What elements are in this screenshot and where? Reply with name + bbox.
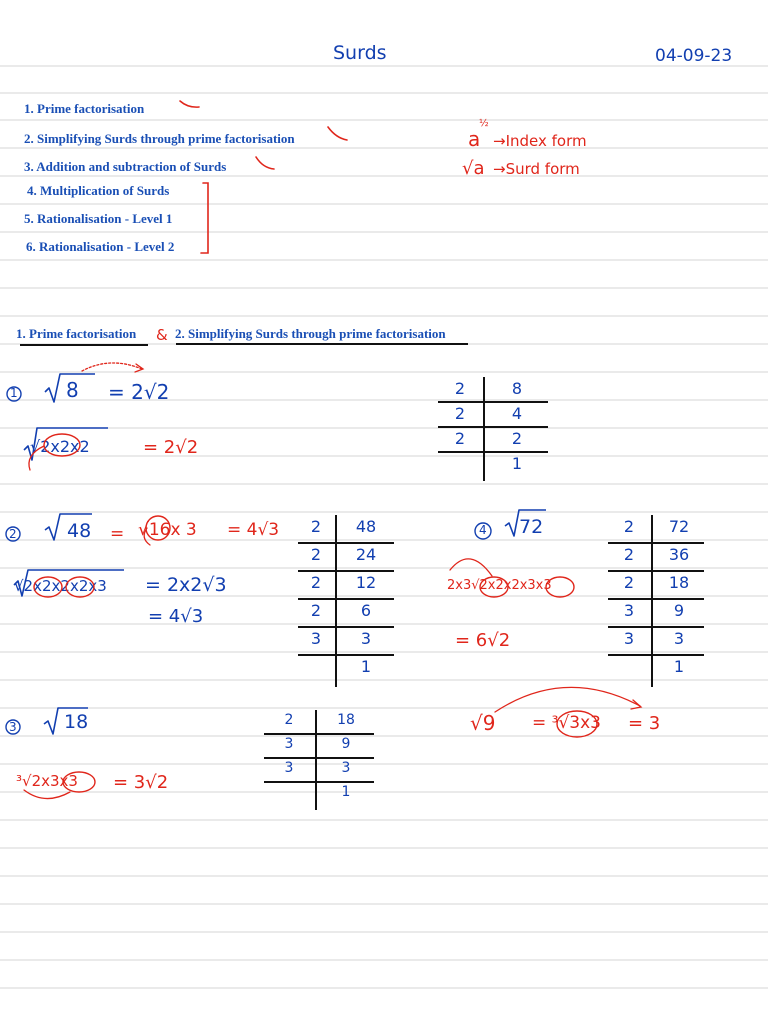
ex3-surd: 18: [64, 711, 89, 733]
ex2-divisor: 2: [310, 601, 322, 620]
page-date: 04-09-23: [655, 46, 733, 66]
ex2-divisor: 3: [310, 629, 322, 648]
ex2-surd: 48: [67, 520, 92, 542]
toc-item-6: 6. Rationalisation - Level 2: [26, 239, 175, 254]
ex3-result: = 3√2: [113, 772, 169, 793]
index-form-base: a: [468, 127, 481, 151]
ex1-number: 1: [10, 386, 18, 400]
ex3-divisor: 2: [284, 712, 294, 728]
ex1-quotient: 1: [511, 454, 523, 473]
ex3-divisor: 3: [284, 736, 294, 752]
ex3-divisor: 3: [284, 760, 294, 776]
ex1-divisor: 2: [454, 429, 466, 448]
ex1-quotient: 8: [511, 379, 523, 398]
extra-result: = 3: [628, 713, 661, 734]
ex4-surd: 72: [519, 516, 544, 538]
ex1-division-table: [436, 377, 550, 483]
ex1-quotient: 4: [511, 404, 523, 423]
ex4-divisor: 3: [623, 601, 635, 620]
ex3-quotient: 9: [341, 736, 351, 752]
ex2-equals-3: = 4√3: [227, 520, 280, 540]
ex1-quotient: 2: [511, 429, 523, 448]
ex2-divisor: 2: [310, 545, 322, 564]
ex2-factored: √2x2x2x2x3: [14, 577, 107, 595]
section-heading-amp: &: [156, 326, 168, 344]
ex2-quotient: 12: [355, 573, 377, 592]
ex4-quotient: 36: [668, 545, 690, 564]
surd-form-symbol: √a: [462, 158, 485, 179]
toc-item-2: 2. Simplifying Surds through prime factorisation: [24, 131, 295, 146]
toc-item-5: 5. Rationalisation - Level 1: [24, 211, 173, 226]
page-title: Surds: [333, 42, 387, 64]
ex4-quotient: 3: [673, 629, 685, 648]
ex4-quotient: 1: [673, 657, 685, 676]
ex2-number: 2: [9, 527, 17, 541]
ex4-quotient: 9: [673, 601, 685, 620]
ex1-divisor: 2: [454, 404, 466, 423]
index-form-exponent: ½: [479, 118, 489, 129]
ex3-number: 3: [9, 720, 17, 734]
ex2-quotient: 48: [355, 517, 377, 536]
toc-item-1: 1. Prime factorisation: [24, 101, 145, 116]
ex3-quotient: 18: [337, 712, 355, 728]
ex2-equals-2: √16x 3: [138, 520, 197, 540]
ex2-quotient: 6: [360, 601, 372, 620]
toc-item-3: 3. Addition and subtraction of Surds: [24, 159, 227, 174]
ex2-equals-1: =: [110, 524, 125, 544]
ex1-equals: = 2√2: [108, 380, 170, 404]
ex3-quotient: 3: [341, 760, 351, 776]
section-heading-right: 2. Simplifying Surds through prime factorisation: [175, 326, 446, 341]
ex4-quotient: 72: [668, 517, 690, 536]
index-form-label: →Index form: [493, 132, 587, 150]
ex2-quotient: 24: [355, 545, 377, 564]
extra-surd: √9: [470, 711, 496, 735]
ex2-step: = 2x2√3: [145, 574, 227, 596]
section-heading-left: 1. Prime factorisation: [16, 326, 137, 341]
ex4-number: 4: [479, 523, 487, 537]
ex1-result: = 2√2: [143, 437, 199, 458]
ex4-divisor: 3: [623, 629, 635, 648]
ex4-division-table: [606, 515, 706, 689]
ex4-quotient: 18: [668, 573, 690, 592]
ex2-divisor: 2: [310, 517, 322, 536]
extra-step: = ³√3x3: [532, 713, 601, 733]
ex4-divisor: 2: [623, 517, 635, 536]
toc-item-4: 4. Multiplication of Surds: [27, 183, 170, 198]
ex4-factored: 2x3√2x2x2x3x3: [447, 578, 552, 593]
ex4-result: = 6√2: [455, 630, 511, 651]
ex2-quotient: 1: [360, 657, 372, 676]
ex2-result: = 4√3: [148, 606, 204, 627]
ex3-factored: ³√2x3x3: [16, 772, 78, 790]
ex2-division-table: [296, 515, 396, 689]
ex2-divisor: 2: [310, 573, 322, 592]
ex3-division-table: [262, 710, 376, 812]
ex1-divisor: 2: [454, 379, 466, 398]
ex2-quotient: 3: [360, 629, 372, 648]
surd-form-label: →Surd form: [493, 160, 580, 178]
ex1-surd: 8: [66, 378, 79, 402]
ex3-quotient: 1: [341, 784, 351, 800]
ex4-divisor: 2: [623, 573, 635, 592]
ex1-factored: √2x2x2: [30, 437, 90, 456]
ex4-divisor: 2: [623, 545, 635, 564]
